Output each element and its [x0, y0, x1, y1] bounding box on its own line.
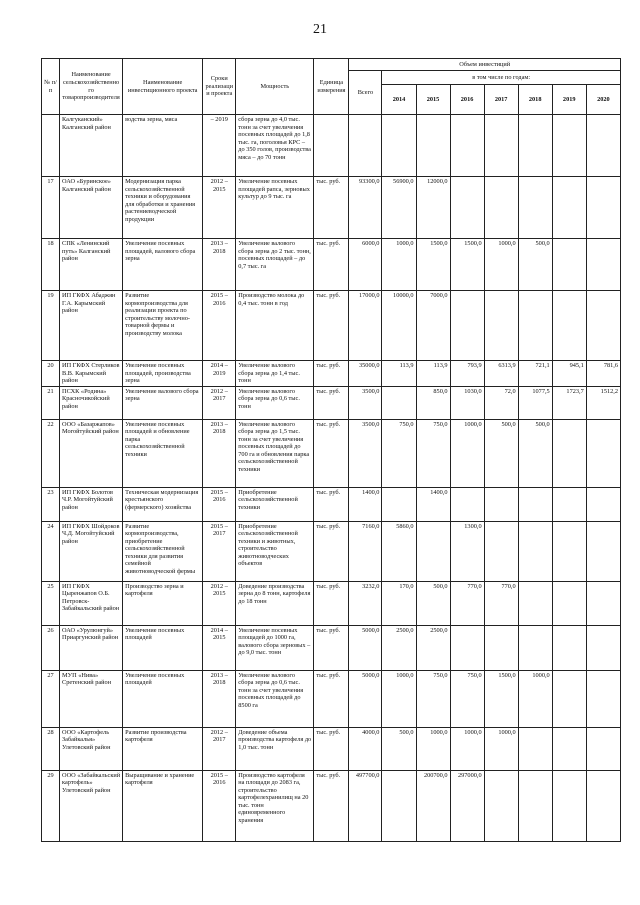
table-header	[42, 59, 621, 115]
unit-cell: тыс. руб.	[314, 625, 349, 670]
capacity-cell: Увеличение валового сбора зерна до 0,6 тыс. тонн	[236, 386, 314, 419]
project-cell: Увеличение посевных площадей	[123, 670, 203, 727]
year-value-cell: 1000,0	[450, 419, 484, 487]
year-value-cell: 1000,0	[518, 670, 552, 727]
capacity-cell: Увеличение посевных площадей до 1000 га, валового сбора зерновых – до 9,0 тыс. тонн	[236, 625, 314, 670]
header-year: 2017	[484, 85, 518, 115]
capacity-cell: Увеличение валового сбора зерна до 1,5 тыс. тонн за счет увеличения посевных площадей до 700 га и обновления парка сельскохозяйственной техники	[236, 419, 314, 487]
header-year: 2015	[416, 85, 450, 115]
unit-cell: тыс. руб.	[314, 487, 349, 521]
producer-cell: ИП ГКФХ Цыренжапов О.Б. Петровск-Забайкальский район	[60, 581, 123, 625]
year-value-cell	[450, 115, 484, 177]
year-value-cell	[586, 291, 620, 361]
row-num: 25	[42, 581, 60, 625]
year-value-cell	[382, 386, 416, 419]
year-value-cell	[518, 521, 552, 581]
terms-cell: 2015 – 2017	[203, 521, 236, 581]
year-value-cell	[586, 487, 620, 521]
unit-cell: тыс. руб.	[314, 291, 349, 361]
header-capacity: Мощность	[236, 59, 314, 115]
year-value-cell	[586, 177, 620, 239]
year-value-cell: 850,0	[416, 386, 450, 419]
project-cell: водства зерна, мяса	[123, 115, 203, 177]
year-value-cell: 1500,0	[416, 239, 450, 291]
year-value-cell	[484, 770, 518, 841]
year-value-cell	[586, 419, 620, 487]
year-value-cell	[586, 727, 620, 770]
year-value-cell	[518, 625, 552, 670]
year-value-cell	[484, 625, 518, 670]
year-value-cell	[450, 177, 484, 239]
producer-cell: ОАО «Буринское» Калганский район	[60, 177, 123, 239]
investment-table	[41, 58, 621, 842]
row-num: 27	[42, 670, 60, 727]
row-num: 18	[42, 239, 60, 291]
row-num: 28	[42, 727, 60, 770]
year-value-cell: 2500,0	[416, 625, 450, 670]
year-value-cell: 750,0	[416, 670, 450, 727]
year-value-cell	[586, 115, 620, 177]
year-value-cell: 1000,0	[450, 727, 484, 770]
year-value-cell	[484, 487, 518, 521]
unit-cell: тыс. руб.	[314, 386, 349, 419]
table-row	[42, 419, 621, 487]
total-cell: 6000,0	[349, 239, 382, 291]
capacity-cell: Увеличение посевных площадей рапса, зерновых культур до 9 тыс. га	[236, 177, 314, 239]
terms-cell: 2012 – 2015	[203, 177, 236, 239]
header-unit: Единица измерения	[314, 59, 349, 115]
year-value-cell: 500,0	[518, 239, 552, 291]
year-value-cell	[552, 177, 586, 239]
project-cell: Развитие производства картофеля	[123, 727, 203, 770]
year-value-cell	[382, 770, 416, 841]
year-value-cell	[552, 291, 586, 361]
year-value-cell: 770,0	[450, 581, 484, 625]
capacity-cell: Доведение производства зерна до 8 тонн, картофеля до 18 тонн	[236, 581, 314, 625]
terms-cell: 2013 – 2018	[203, 419, 236, 487]
header-year: 2014	[382, 85, 416, 115]
project-cell: Техническая модернизация крестьянского (фермерского) хозяйства	[123, 487, 203, 521]
project-cell: Модернизация парка сельскохозяйственной техники и оборудования для обработки и хранения растениеводческой продукции	[123, 177, 203, 239]
year-value-cell	[518, 727, 552, 770]
year-value-cell: 945,1	[552, 361, 586, 387]
year-value-cell: 781,6	[586, 361, 620, 387]
total-cell: 3232,0	[349, 581, 382, 625]
year-value-cell: 72,0	[484, 386, 518, 419]
unit-cell: тыс. руб.	[314, 361, 349, 387]
row-num: 24	[42, 521, 60, 581]
terms-cell: 2012 – 2017	[203, 386, 236, 419]
project-cell: Увеличение посевных площадей	[123, 625, 203, 670]
header-year: 2016	[450, 85, 484, 115]
year-value-cell: 10000,0	[382, 291, 416, 361]
terms-cell: 2014 – 2015	[203, 625, 236, 670]
year-value-cell: 721,1	[518, 361, 552, 387]
table-row	[42, 670, 621, 727]
total-cell: 7160,0	[349, 521, 382, 581]
year-value-cell: 500,0	[484, 419, 518, 487]
year-value-cell: 12000,0	[416, 177, 450, 239]
unit-cell: тыс. руб.	[314, 419, 349, 487]
capacity-cell: сбора зерна до 4,0 тыс. тонн за счет увеличения посевных площадей до 1,8 тыс. га, поголовья КРС – до 350 голов, производства мяса – до 70 тонн	[236, 115, 314, 177]
table-row	[42, 386, 621, 419]
producer-cell: ООО «Забайкальский картофель» Улетовский район	[60, 770, 123, 841]
table-body	[42, 115, 621, 842]
year-value-cell: 1000,0	[484, 239, 518, 291]
year-value-cell	[518, 115, 552, 177]
year-value-cell	[586, 670, 620, 727]
terms-cell: 2014 – 2019	[203, 361, 236, 387]
project-cell: Увеличение посевных площадей, производства зерна	[123, 361, 203, 387]
capacity-cell: Увеличение валового сбора зерна до 0,6 тыс. тонн за счет увеличения посевных площадей до 8500 га	[236, 670, 314, 727]
year-value-cell: 1512,2	[586, 386, 620, 419]
year-value-cell: 7000,0	[416, 291, 450, 361]
year-value-cell: 1300,0	[450, 521, 484, 581]
capacity-cell: Увеличение валового сбора зерна до 2 тыс. тонн, посевных площадей – до 0,7 тыс. га	[236, 239, 314, 291]
year-value-cell: 113,9	[416, 361, 450, 387]
year-value-cell	[416, 521, 450, 581]
year-value-cell: 500,0	[416, 581, 450, 625]
year-value-cell: 1000,0	[416, 727, 450, 770]
year-value-cell: 750,0	[450, 670, 484, 727]
producer-cell: СПК «Ленинский путь» Калганский район	[60, 239, 123, 291]
year-value-cell: 750,0	[382, 419, 416, 487]
unit-cell: тыс. руб.	[314, 177, 349, 239]
capacity-cell: Приобретение сельскохозяйственной техники и животных, строительство животноводческих объектов	[236, 521, 314, 581]
project-cell: Производство зерна и картофеля	[123, 581, 203, 625]
year-value-cell: 56900,0	[382, 177, 416, 239]
year-value-cell	[450, 625, 484, 670]
terms-cell: 2015 – 2016	[203, 291, 236, 361]
producer-cell: ОАО «Урулюнгуй» Приаргунский район	[60, 625, 123, 670]
producer-cell: ИП ГКФХ Шойдоков Ч.Д. Могойтуйский район	[60, 521, 123, 581]
terms-cell: 2013 – 2018	[203, 670, 236, 727]
producer-cell: ПСХК «Родина» Красночикойский район	[60, 386, 123, 419]
terms-cell: 2015 – 2016	[203, 487, 236, 521]
row-num	[42, 115, 60, 177]
year-value-cell: 1000,0	[382, 670, 416, 727]
header-num: № п/п	[42, 59, 60, 115]
total-cell: 497700,0	[349, 770, 382, 841]
year-value-cell	[382, 487, 416, 521]
year-value-cell	[518, 487, 552, 521]
year-value-cell	[518, 581, 552, 625]
row-num: 19	[42, 291, 60, 361]
year-value-cell	[586, 521, 620, 581]
year-value-cell: 297000,0	[450, 770, 484, 841]
header-year: 2020	[586, 85, 620, 115]
table-row	[42, 487, 621, 521]
producer-cell: МУП «Нива» Сретенский район	[60, 670, 123, 727]
year-value-cell	[518, 177, 552, 239]
year-value-cell: 1030,0	[450, 386, 484, 419]
total-cell: 1400,0	[349, 487, 382, 521]
capacity-cell: Производство молока до 0,4 тыс. тонн в год	[236, 291, 314, 361]
year-value-cell	[552, 419, 586, 487]
table-row	[42, 521, 621, 581]
table-row	[42, 727, 621, 770]
year-value-cell: 1077,5	[518, 386, 552, 419]
year-value-cell	[586, 770, 620, 841]
terms-cell: 2015 – 2016	[203, 770, 236, 841]
header-investment-volume: Объем инвестиций	[349, 59, 621, 71]
year-value-cell	[450, 291, 484, 361]
row-num: 23	[42, 487, 60, 521]
project-cell: Увеличение посевных площадей, валового сбора зерна	[123, 239, 203, 291]
table-row	[42, 581, 621, 625]
row-num: 29	[42, 770, 60, 841]
producer-cell: ООО «Базаржапов» Могойтуйский район	[60, 419, 123, 487]
total-cell: 3500,0	[349, 419, 382, 487]
terms-cell: 2012 – 2017	[203, 727, 236, 770]
year-value-cell	[586, 239, 620, 291]
year-value-cell	[552, 727, 586, 770]
year-value-cell: 1000,0	[382, 239, 416, 291]
year-value-cell	[552, 770, 586, 841]
table-row	[42, 239, 621, 291]
total-cell: 5000,0	[349, 625, 382, 670]
year-value-cell: 793,9	[450, 361, 484, 387]
terms-cell: – 2019	[203, 115, 236, 177]
total-cell: 35000,0	[349, 361, 382, 387]
table-row	[42, 177, 621, 239]
year-value-cell	[552, 487, 586, 521]
table-row	[42, 291, 621, 361]
capacity-cell: Увеличение валового сбора зерна до 1,4 тыс. тонн	[236, 361, 314, 387]
project-cell: Развитие кормопроизводства, приобретение сельскохозяйственной техники для развития семейной животноводческой фермы	[123, 521, 203, 581]
unit-cell: тыс. руб.	[314, 670, 349, 727]
header-year: 2018	[518, 85, 552, 115]
total-cell: 3500,0	[349, 386, 382, 419]
year-value-cell: 500,0	[518, 419, 552, 487]
unit-cell: тыс. руб.	[314, 727, 349, 770]
terms-cell: 2012 – 2015	[203, 581, 236, 625]
producer-cell: ООО «Картофель Забайкалья» Улетовский район	[60, 727, 123, 770]
unit-cell	[314, 115, 349, 177]
project-cell: Увеличение валового сбора зерна	[123, 386, 203, 419]
year-value-cell	[552, 239, 586, 291]
year-value-cell	[552, 521, 586, 581]
header-including: в том числе по годам:	[382, 71, 621, 85]
producer-cell: ИП ГКФХ Абаджян Г.А. Карымский район	[60, 291, 123, 361]
header-terms: Сроки реализации проекта	[203, 59, 236, 115]
table-row	[42, 625, 621, 670]
capacity-cell: Доведение объема производства картофеля до 1,0 тыс. тонн	[236, 727, 314, 770]
year-value-cell	[552, 670, 586, 727]
year-value-cell	[382, 115, 416, 177]
producer-cell: Калгуканский» Калганский район	[60, 115, 123, 177]
year-value-cell	[518, 291, 552, 361]
header-year: 2019	[552, 85, 586, 115]
year-value-cell	[552, 581, 586, 625]
year-value-cell: 1723,7	[552, 386, 586, 419]
year-value-cell: 1500,0	[450, 239, 484, 291]
year-value-cell	[484, 115, 518, 177]
year-value-cell: 750,0	[416, 419, 450, 487]
terms-cell: 2013 – 2018	[203, 239, 236, 291]
unit-cell: тыс. руб.	[314, 581, 349, 625]
capacity-cell: Производство картофеля на площади до 2083 га, строительство картофелехранилищ на 20 тыс. тонн единовременного хранения	[236, 770, 314, 841]
row-num: 17	[42, 177, 60, 239]
year-value-cell: 113,9	[382, 361, 416, 387]
row-num: 26	[42, 625, 60, 670]
year-value-cell: 170,0	[382, 581, 416, 625]
year-value-cell	[450, 487, 484, 521]
header-total: Всего	[349, 71, 382, 115]
unit-cell: тыс. руб.	[314, 770, 349, 841]
year-value-cell: 2500,0	[382, 625, 416, 670]
year-value-cell: 770,0	[484, 581, 518, 625]
capacity-cell: Приобретение сельскохозяйственной техники	[236, 487, 314, 521]
row-num: 22	[42, 419, 60, 487]
header-producer: Наименование сельскохозяйственного товаропроизводителя	[60, 59, 123, 115]
project-cell: Развитие кормопроизводства для реализации проекта по строительству молочно-товарной фермы и производству молока	[123, 291, 203, 361]
table-row	[42, 770, 621, 841]
year-value-cell	[552, 625, 586, 670]
year-value-cell: 200700,0	[416, 770, 450, 841]
row-num: 20	[42, 361, 60, 387]
total-cell: 4000,0	[349, 727, 382, 770]
total-cell: 5000,0	[349, 670, 382, 727]
year-value-cell	[484, 177, 518, 239]
row-num: 21	[42, 386, 60, 419]
year-value-cell: 6313,9	[484, 361, 518, 387]
table-row	[42, 115, 621, 177]
producer-cell: ИП ГКФХ Болотов Ч.Р. Могойтуйский район	[60, 487, 123, 521]
producer-cell: ИП ГКФХ Стерликов В.В. Карымский район	[60, 361, 123, 387]
total-cell: 93300,0	[349, 177, 382, 239]
header-project: Наименование инвестиционного проекта	[123, 59, 203, 115]
year-value-cell: 1500,0	[484, 670, 518, 727]
year-value-cell: 5860,0	[382, 521, 416, 581]
table-row	[42, 361, 621, 387]
total-cell: 17000,0	[349, 291, 382, 361]
year-value-cell	[586, 625, 620, 670]
year-value-cell	[586, 581, 620, 625]
year-value-cell	[518, 770, 552, 841]
year-value-cell	[552, 115, 586, 177]
year-value-cell: 500,0	[382, 727, 416, 770]
project-cell: Выращивание и хранение картофеля	[123, 770, 203, 841]
page-number: 21	[313, 22, 327, 37]
unit-cell: тыс. руб.	[314, 239, 349, 291]
year-value-cell: 1000,0	[484, 727, 518, 770]
unit-cell: тыс. руб.	[314, 521, 349, 581]
year-value-cell	[416, 115, 450, 177]
year-value-cell: 1400,0	[416, 487, 450, 521]
year-value-cell	[484, 291, 518, 361]
total-cell	[349, 115, 382, 177]
year-value-cell	[484, 521, 518, 581]
project-cell: Увеличение посевных площадей и обновление парка сельскохозяйственной техники	[123, 419, 203, 487]
